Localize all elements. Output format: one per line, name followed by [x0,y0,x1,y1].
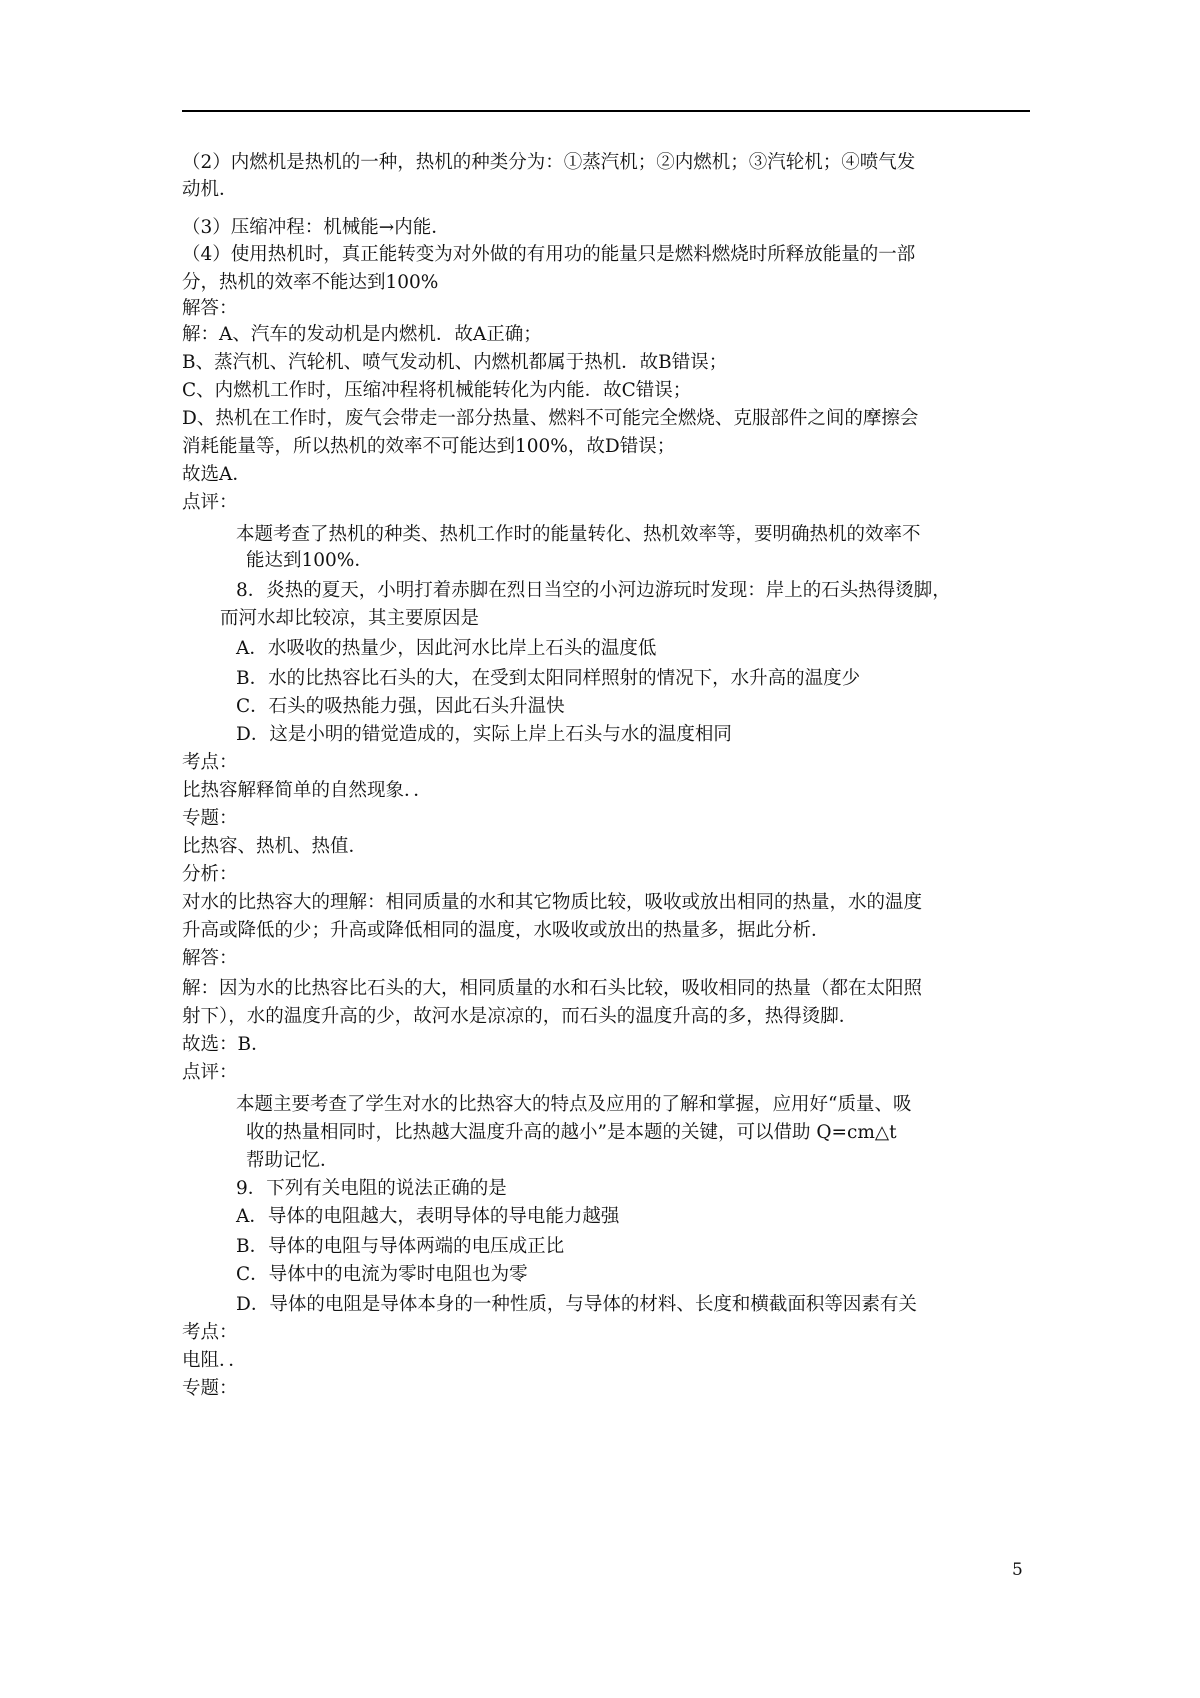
text-line: C、内燃机工作时，压缩冲程将机械能转化为内能．故C错误； [182,380,692,401]
text-line: 分，热机的效率不能达到100% [182,272,439,293]
page-number: 5 [1012,1560,1023,1580]
text-line: 解：A、汽车的发动机是内燃机．故A正确； [182,324,542,345]
text-line: A．导体的电阻越大，表明导体的导电能力越强 [236,1206,620,1227]
text-line: 动机． [182,179,238,200]
text-line: 专题： [182,1378,238,1399]
header-rule [182,110,1030,112]
text-line: 8．炎热的夏天，小明打着赤脚在烈日当空的小河边游玩时发现：岸上的石头热得烫脚， [236,580,951,601]
text-line: 考点： [182,752,238,773]
text-line: 解答： [182,948,238,969]
text-line: 本题考查了热机的种类、热机工作时的能量转化、热机效率等，要明确热机的效率不 [236,524,921,545]
text-line: C．石头的吸热能力强，因此石头升温快 [236,696,565,717]
text-line: B、蒸汽机、汽轮机、喷气发动机、内燃机都属于热机．故B错误； [182,352,728,373]
text-line: 消耗能量等，所以热机的效率不可能达到100%，故D错误； [182,436,676,457]
text-line: 收的热量相同时，比热越大温度升高的越小”是本题的关键，可以借助 Q=cm△t [246,1122,897,1143]
text-line: 而河水却比较凉，其主要原因是 [220,608,480,629]
text-line: 分析： [182,864,238,885]
text-line: （2）内燃机是热机的一种，热机的种类分为：①蒸汽机；②内燃机；③汽轮机；④喷气发 [182,152,916,173]
text-line: 电阻．． [182,1350,247,1371]
text-line: 对水的比热容大的理解：相同质量的水和其它物质比较，吸收或放出相同的热量，水的温度 [182,892,923,913]
text-line: C．导体中的电流为零时电阻也为零 [236,1264,528,1285]
text-line: 解答： [182,298,238,319]
text-line: B．导体的电阻与导体两端的电压成正比 [236,1236,565,1257]
text-line: 点评： [182,1062,238,1083]
text-line: 9．下列有关电阻的说法正确的是 [236,1178,507,1199]
text-line: D．导体的电阻是导体本身的一种性质，与导体的材料、长度和横截面积等因素有关 [236,1294,917,1315]
text-line: 故选：B． [182,1034,270,1055]
text-line: 故选A． [182,464,251,485]
text-line: 解：因为水的比热容比石头的大，相同质量的水和石头比较，吸收相同的热量（都在太阳照 [182,978,923,999]
text-line: A．水吸收的热量少，因此河水比岸上石头的温度低 [236,638,657,659]
text-line: 考点： [182,1322,238,1343]
text-line: 本题主要考查了学生对水的比热容大的特点及应用的了解和掌握，应用好“质量、吸 [236,1094,912,1115]
text-line: 比热容解释简单的自然现象．． [182,780,432,801]
text-line: 升高或降低的少；升高或降低相同的温度，水吸收或放出的热量多，据此分析． [182,920,830,941]
text-line: D、热机在工作时，废气会带走一部分热量、燃料不可能完全燃烧、克服部件之间的摩擦会 [182,408,919,429]
text-line: 能达到100%． [246,550,373,571]
text-line: 帮助记忆． [246,1150,339,1171]
text-line: D．这是小明的错觉造成的，实际上岸上石头与水的温度相同 [236,724,732,745]
text-line: 射下），水的温度升高的少，故河水是凉凉的，而石头的温度升高的多，热得烫脚． [182,1006,858,1027]
text-line: B．水的比热容比石头的大，在受到太阳同样照射的情况下，水升高的温度少 [236,668,861,689]
text-line: 专题： [182,808,238,829]
text-line: （4）使用热机时，真正能转变为对外做的有用功的能量只是燃料燃烧时所释放能量的一部 [182,244,916,265]
text-line: （3）压缩冲程：机械能→内能． [182,217,450,238]
text-line: 比热容、热机、热值． [182,836,368,857]
text-line: 点评： [182,492,238,513]
